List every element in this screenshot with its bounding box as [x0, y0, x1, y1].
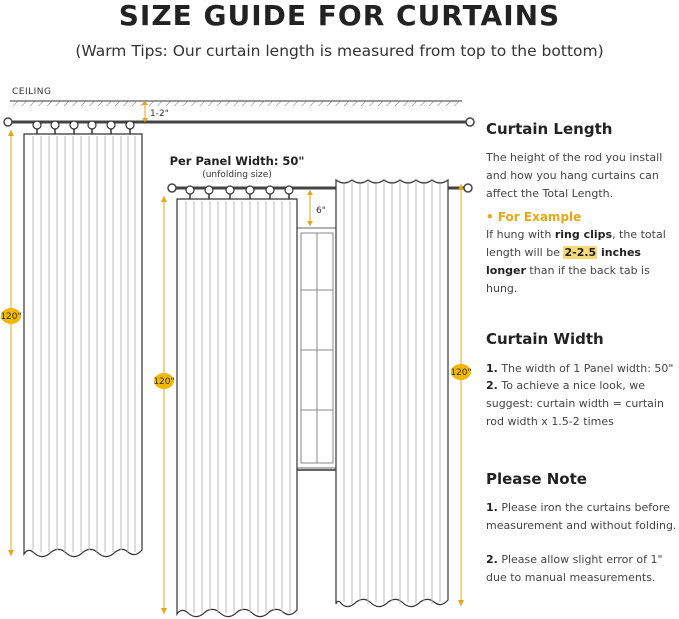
curtain-width-heading: Curtain Width	[486, 330, 604, 348]
right-height-label: 120"	[450, 368, 472, 378]
gap-label: 1-2"	[150, 109, 169, 119]
clip-offset-dimension	[307, 190, 313, 226]
page-title: SIZE GUIDE FOR CURTAINS	[118, 0, 561, 32]
panel-width-label: Per Panel Width: 50"	[169, 154, 305, 168]
curtain-length-text: The height of the rod you install and how you hang curtains can affect the Total Length.	[486, 151, 663, 200]
middle-curtain-panel	[177, 186, 297, 617]
unfolding-label: (unfolding size)	[202, 170, 272, 180]
page-subtitle: (Warm Tips: Our curtain length is measured from top to the bottom)	[75, 42, 604, 60]
note-item-1: 1. Please iron the curtains before measurement and without folding.	[486, 501, 677, 532]
ceiling	[10, 101, 462, 106]
ceiling-label: CEILING	[12, 87, 52, 97]
please-note-heading: Please Note	[486, 470, 587, 488]
example-text: If hung with ring clips, the total length will be 2-2.5 inches longer than if the back tab is hung.	[486, 228, 666, 295]
left-height-label: 120"	[0, 312, 22, 322]
middle-height-label: 120"	[153, 377, 175, 387]
example-heading: • For Example	[486, 210, 582, 224]
curtain-length-heading: Curtain Length	[486, 120, 613, 138]
left-curtain-panel	[24, 121, 142, 557]
right-curtain-panel	[336, 180, 448, 607]
middle-height-dimension	[154, 196, 174, 614]
clip-offset-label: 6"	[316, 206, 326, 216]
ceiling-gap-dimension	[142, 101, 148, 122]
note-item-2: 2. Please allow slight error of 1" due to manual measurements.	[486, 553, 663, 584]
left-height-dimension	[1, 130, 21, 556]
width-item-1: 1. The width of 1 Panel width: 50"	[486, 362, 674, 375]
right-height-dimension	[451, 184, 471, 606]
width-item-2: 2. To achieve a nice look, we suggest: curtain width = curtain rod width x 1.5-2 times	[486, 379, 664, 428]
